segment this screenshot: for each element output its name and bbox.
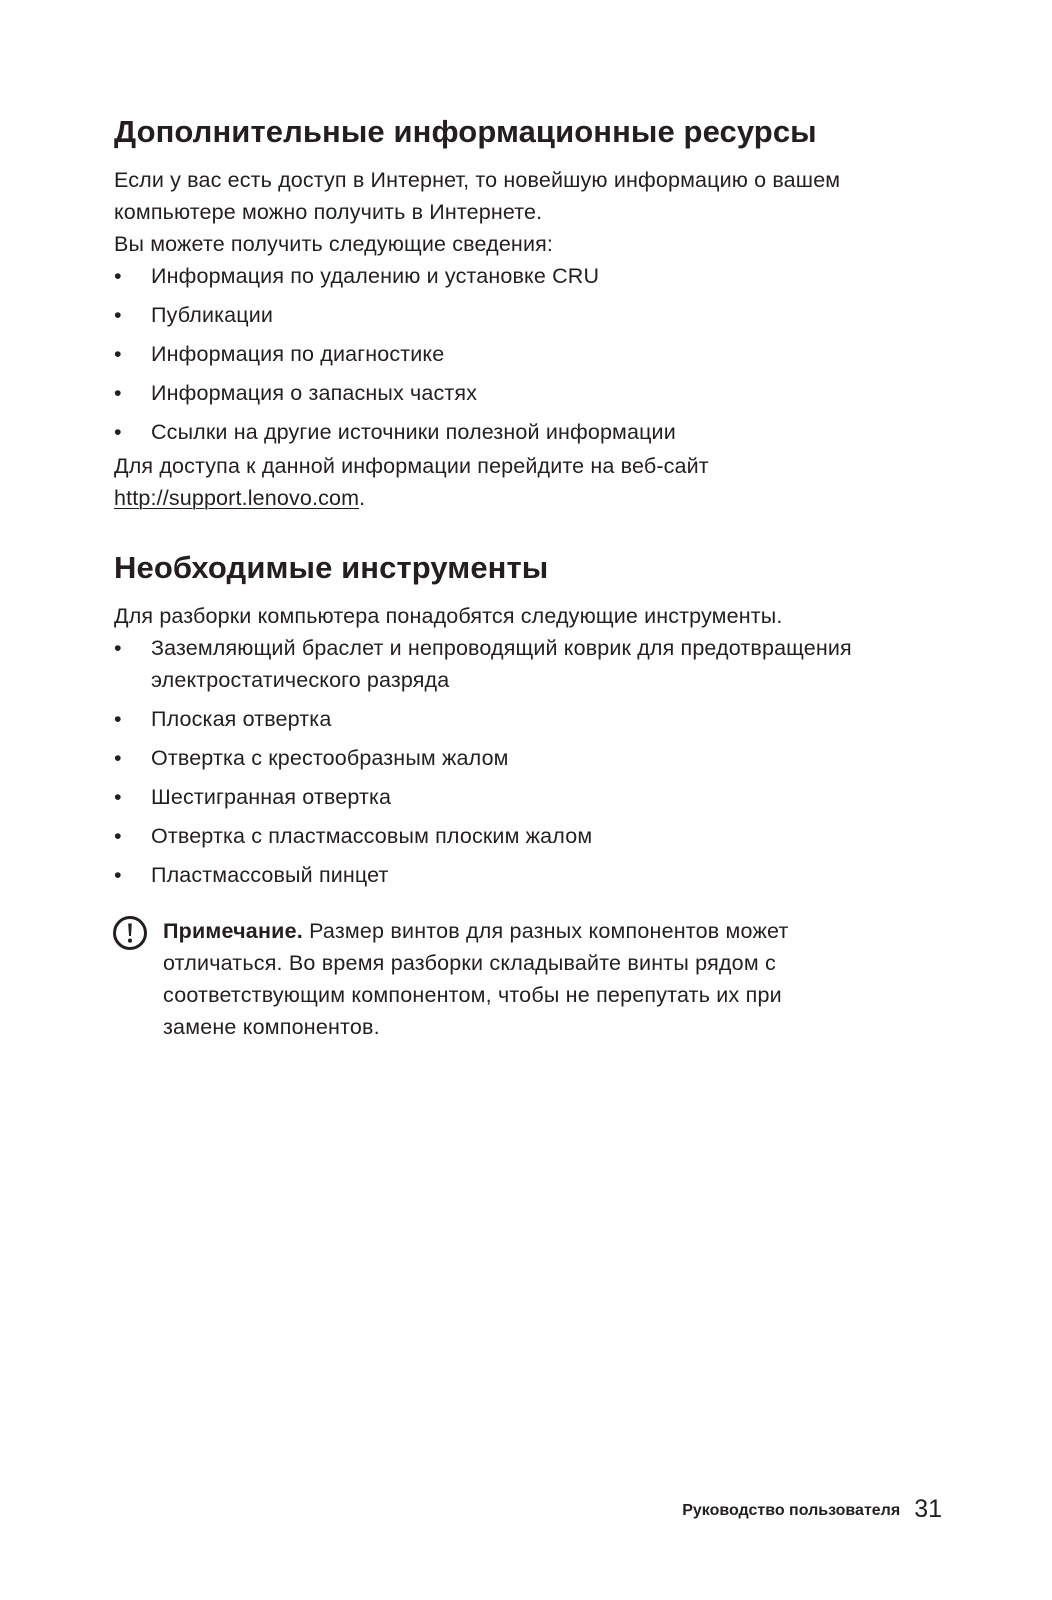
list-item: • Публикации	[114, 299, 934, 331]
list-item: • Отвертка с пластмассовым плоским жалом	[114, 820, 934, 852]
resources-intro-2: Вы можете получить следующие сведения:	[114, 232, 554, 256]
list-item: • Информация по диагностике	[114, 338, 934, 370]
link-suffix: .	[359, 486, 366, 510]
bullet-icon: •	[114, 824, 122, 848]
tools-intro: Для разборки компьютера понадобятся следующие инструменты.	[114, 604, 783, 628]
document-page	[114, 108, 934, 1043]
bullet-icon: •	[114, 707, 122, 731]
resources-list	[114, 260, 934, 448]
list-item: • Информация о запасных частях	[114, 377, 934, 409]
bullet-icon: •	[114, 863, 122, 887]
footer-title: Руководство пользователя	[682, 1502, 901, 1519]
resources-intro	[114, 164, 934, 228]
list-item: • Плоская отвертка	[114, 703, 934, 735]
bullet-icon: •	[114, 746, 122, 770]
section-heading-resources: Дополнительные информационные ресурсы	[114, 114, 817, 149]
bullet-icon: •	[114, 264, 122, 288]
list-item: • Заземляющий браслет и непроводящий коврик для предотвращения электростатического разряда	[114, 632, 934, 696]
list-item: • Ссылки на другие источники полезной информации	[114, 416, 934, 448]
list-item: • Отвертка с крестообразным жалом	[114, 742, 934, 774]
page-number: 31	[914, 1495, 942, 1523]
list-item: • Информация по удалению и установке CRU	[114, 260, 934, 292]
bullet-icon: •	[114, 303, 122, 327]
note-text	[163, 915, 923, 1043]
list-item: • Шестигранная отвертка	[114, 781, 934, 813]
resources-intro-line-1: Если у вас есть доступ в Интернет, то новейшую информацию о вашем	[114, 168, 841, 192]
note-label: Примечание.	[163, 919, 303, 943]
list-item: • Пластмассовый пинцет	[114, 859, 934, 891]
resources-intro-line-2: компьютере можно получить в Интернете.	[114, 200, 543, 224]
note-line-2: отличаться. Во время разборки складывайте винты рядом с	[163, 951, 776, 975]
exclamation-circle-icon	[112, 915, 148, 951]
bullet-icon: •	[114, 636, 122, 660]
bullet-icon: •	[114, 785, 122, 809]
bullet-icon: •	[114, 381, 122, 405]
resources-access	[114, 450, 934, 514]
note-line-3: соответствующим компонентом, чтобы не перепутать их при	[163, 983, 782, 1007]
section-heading-tools: Необходимые инструменты	[114, 550, 549, 585]
access-text: Для доступа к данной информации перейдите на веб-сайт	[114, 454, 709, 478]
bullet-icon: •	[114, 420, 122, 444]
tools-list	[114, 632, 934, 891]
support-link[interactable]: http://support.lenovo.com	[114, 486, 360, 510]
note-line-4: замене компонентов.	[163, 1015, 380, 1039]
page-footer	[682, 1493, 942, 1525]
note-block	[114, 915, 924, 1043]
note-line-1: Размер винтов для разных компонентов может	[309, 919, 789, 943]
bullet-icon: •	[114, 342, 122, 366]
